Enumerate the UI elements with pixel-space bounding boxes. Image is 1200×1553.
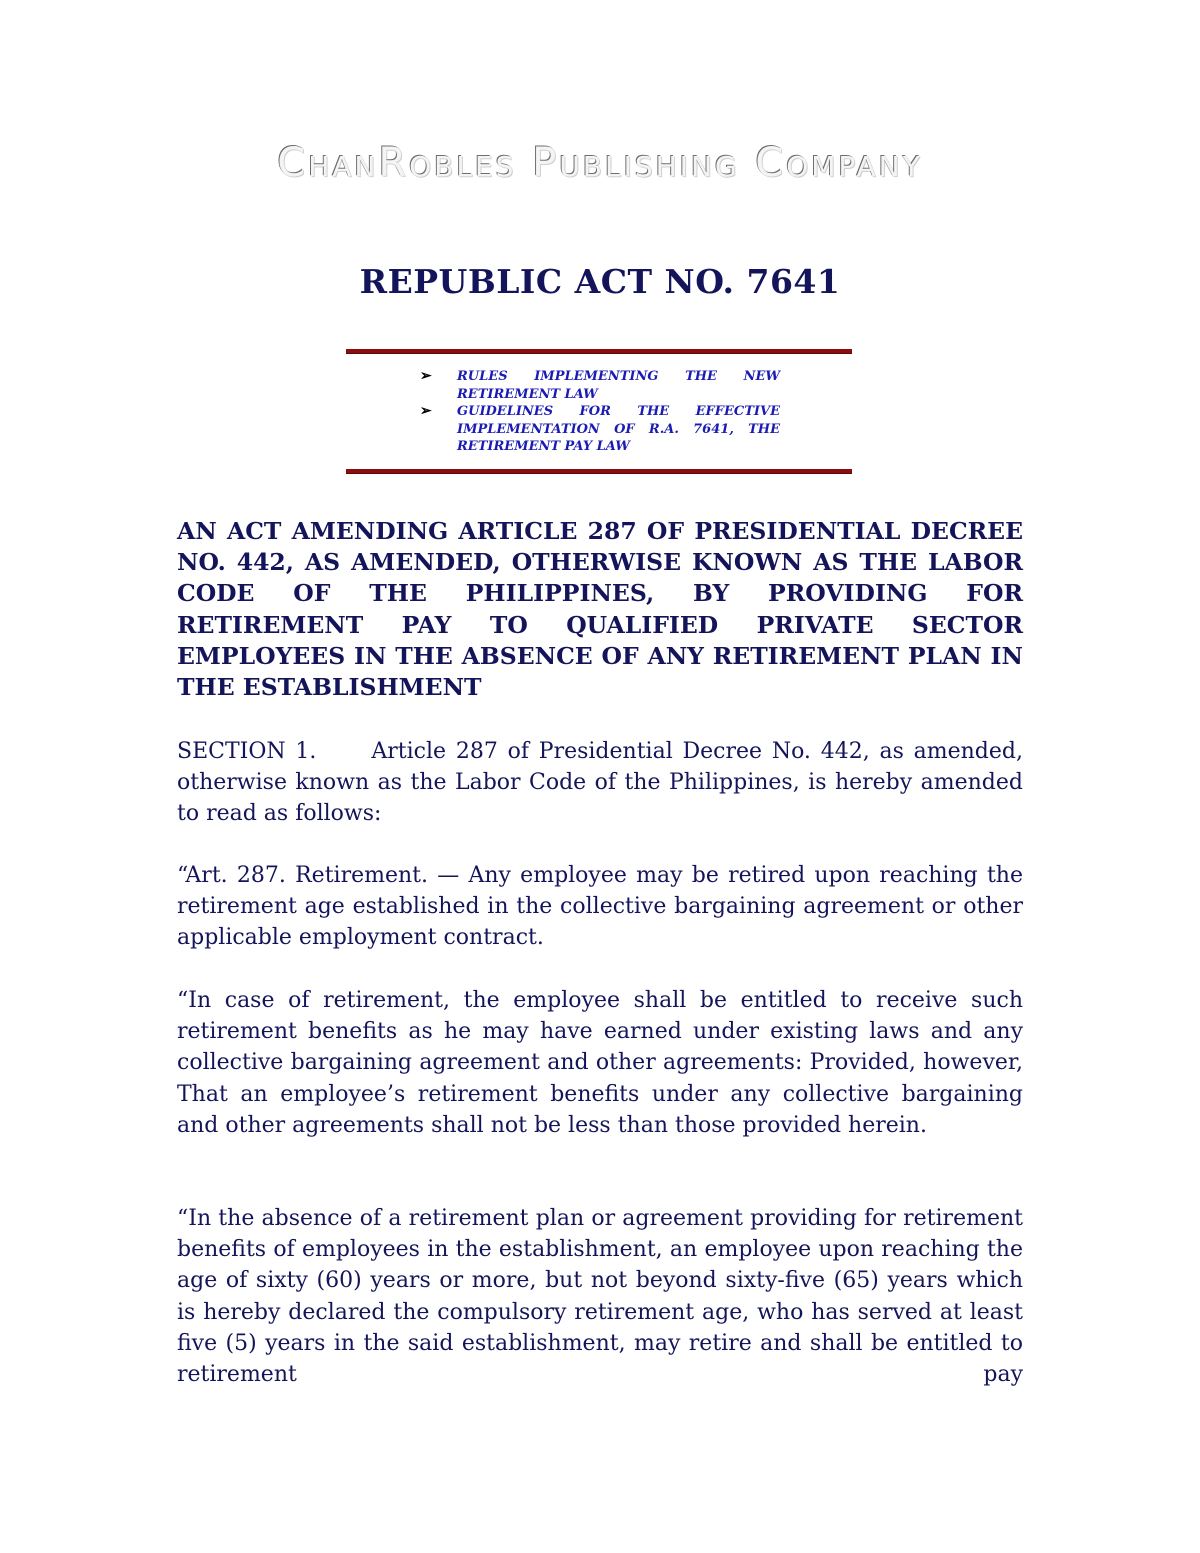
list-item-label: GUIDELINES FOR THE EFFECTIVE IMPLEMENTATION OF R.A. 7641, THE RETIREMENT PAY LAW: [457, 404, 780, 454]
retirement-benefits-paragraph: “In case of retirement, the employee shall be entitled to receive such retirement benefits as he may have earned under existing laws and any collective bargaining agreement and other agreements: Provided, however, That an employee’s retirement benefits under any collective bargaining and other agreements shall not be less than those provided herein.: [177, 988, 1023, 1138]
list-item: [420, 403, 780, 456]
divider-bottom: [346, 469, 852, 473]
implementing-rules-list: [420, 368, 780, 456]
arrow-bullet-icon: ➢: [420, 403, 432, 419]
absence-of-plan-paragraph: “In the absence of a retirement plan or agreement providing for retirement benefits of employees in the establishment, an employee upon reaching the age of sixty (60) years or more, but not beyond sixty-five (65) years which is hereby declared the compulsory retirement age, who has served at least five (5) years in the said establishment, may retire and shall be entitled to retirement pay: [177, 1206, 1023, 1388]
list-item: [420, 368, 780, 403]
article-287-paragraph: “Art. 287. Retirement. — Any employee may be retired upon reaching the retirement age established in the collective bargaining agreement or other applicable employment contract.: [177, 863, 1023, 951]
publisher-wordmark: ChanRobles Publishing Company: [277, 140, 923, 186]
document-title: REPUBLIC ACT NO. 7641: [359, 262, 841, 301]
act-heading: AN ACT AMENDING ARTICLE 287 OF PRESIDENTIAL DECREE NO. 442, AS AMENDED, OTHERWISE KNOWN AS THE LABOR CODE OF THE PHILIPPINES, BY PROVIDING FOR RETIREMENT PAY TO QUALIFIED PRIVATE SECTOR EMPLOYEES IN THE ABSENCE OF ANY RETIREMENT PLAN IN THE ESTABLISHMENT: [177, 517, 1023, 702]
arrow-bullet-icon: ➢: [420, 368, 432, 384]
section-1-paragraph: [177, 736, 1023, 830]
list-item-label: RULES IMPLEMENTING THE NEW RETIREMENT LAW: [457, 369, 780, 402]
section-label: SECTION 1.: [177, 739, 317, 764]
section-1-text: Article 287 of Presidential Decree No. 442, as amended, otherwise known as the Labor Code of the Philippines, is hereby amended to read as follows:: [177, 739, 1023, 827]
divider-top: [346, 349, 852, 353]
